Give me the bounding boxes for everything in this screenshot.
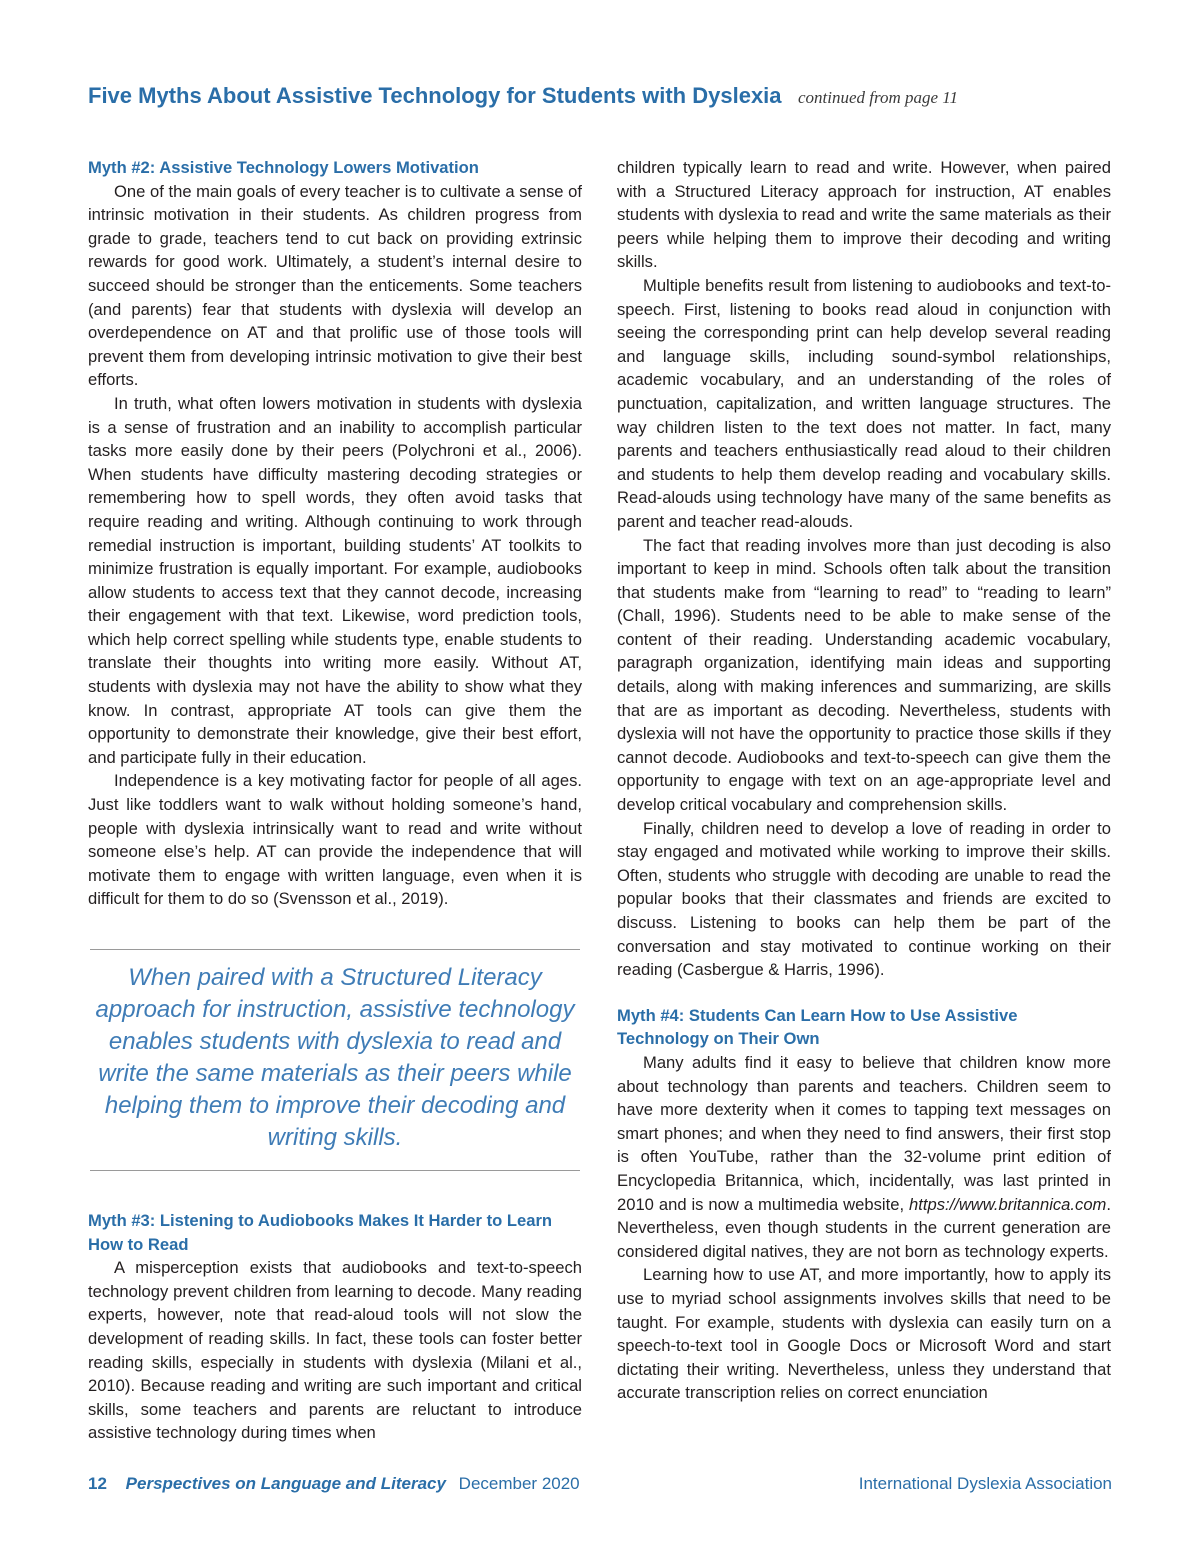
page-header: [88, 83, 1118, 109]
paragraph: A misperception exists that audiobooks and text-to-speech technology prevent children from learning to decode. Many reading experts, however, note that read-aloud tools will not slow the development of reading skills. In fact, these tools can foster better reading skills, especially in students with dyslexia (Milani et al., 2010). Because reading and writing are such important and critical skills, some teachers and parents are reluctant to introduce assistive technology during times when: [88, 1258, 582, 1443]
paragraph-continuation: children typically learn to read and write. However, when paired with a Structured Literacy approach for instruction, AT enables students with dyslexia to read and write the same materials as their peers while helping them to improve their decoding and writing skills.: [617, 158, 1111, 272]
page-footer: [88, 1474, 1112, 1494]
paragraph: [617, 1051, 1111, 1263]
organization-name: International Dyslexia Association: [858, 1474, 1112, 1493]
myth2-heading: Myth #2: Assistive Technology Lowers Motivation: [88, 158, 479, 177]
paragraph: One of the main goals of every teacher is to cultivate a sense of intrinsic motivation in their students. As children progress from grade to grade, teachers tend to cut back on providing extrinsic rewards for good work. Ultimately, a student’s internal desire to succeed should be stronger than the enticements. Some teachers (and parents) fear that students with dyslexia will develop an overdependence on AT and that prolific use of those tools will prevent them from developing intrinsic motivation to give their best efforts.: [88, 181, 582, 390]
journal-name: Perspectives on Language and Literacy: [125, 1474, 446, 1493]
pull-quote: When paired with a Structured Literacy approach for instruction, assistive technology enables students with dyslexia to read and write the same materials as their peers while helping them to improve their decoding and writing skills.: [90, 949, 580, 1171]
left-column: [88, 156, 582, 1445]
right-column: [617, 156, 1111, 1405]
paragraph: Finally, children need to develop a love of reading in order to stay engaged and motivated while working to improve their skills. Often, students who struggle with decoding are unable to read the popular books that their classmates and friends are excited to discuss. Listening to books can help them be part of the conversation and stay motivated to continue working on their reading (Casbergue & Harris, 1996).: [617, 818, 1111, 980]
continued-note: continued from page 11: [797, 88, 959, 107]
paragraph-text: Many adults find it easy to believe that children know more about technology than parents and teachers. Children seem to have more dexterity when it comes to tapping text messages on smart phones; and when they need to find answers, their first stop is often YouTube, rather than the 32-volume print edition of Encyclopedia Britannica, which, incidentally, was last printed in 2010 and is now a multimedia website,: [617, 1052, 1111, 1214]
myth3-heading: Myth #3: Listening to Audiobooks Makes It Harder to Learn How to Read: [88, 1211, 553, 1254]
article-title: Five Myths About Assistive Technology for Students with Dyslexia: [88, 83, 782, 108]
paragraph: Multiple benefits result from listening to audiobooks and text-to-speech. First, listening to books read aloud in conjunction with seeing the corresponding print can help develop several reading and language skills, including sound-symbol relationships, academic vocabulary, and an understanding of the roles of punctuation, capitalization, and written language structures. The way children listen to the text does not matter. In fact, many parents and teachers enthusiastically read aloud to their children and students to help them develop reading and vocabulary skills. Read-alouds using technology have many of the same benefits as parent and teacher read-alouds.: [617, 275, 1111, 531]
page-number: 12: [88, 1474, 107, 1493]
paragraph: The fact that reading involves more than just decoding is also important to keep in mind. Schools often talk about the transition that students make from “learning to read” to “reading to learn” (Chall, 1996). Students need to be able to make sense of the content of their reading. Understanding academic vocabulary, paragraph organization, identifying main ideas and supporting details, along with making inferences and summarizing, are skills that are as important as decoding. Nevertheless, students with dyslexia will not have the opportunity to practice those skills if they cannot decode. Audiobooks and text-to-speech can give them the opportunity to engage with text on an age-appropriate level and develop critical vocabulary and comprehension skills.: [617, 535, 1111, 815]
paragraph: In truth, what often lowers motivation in students with dyslexia is a sense of frustration and an inability to accomplish particular tasks more easily done by their peers (Polychroni et al., 2006). When students have difficulty mastering decoding strategies or remembering how to spell words, they often avoid tasks that require reading and writing. Although continuing to work through remedial instruction is important, building students’ AT toolkits to minimize frustration is equally important. For example, audiobooks allow students to access text that they cannot decode, increasing their engagement with that text. Likewise, word prediction tools, which help correct spelling while students type, enable students to translate their thoughts into writing more easily. Without AT, students with dyslexia may not have the ability to show what they know. In contrast, appropriate AT tools can give them the opportunity to demonstrate their knowledge, give their best effort, and participate fully in their education.: [88, 393, 582, 767]
paragraph-text: . Nevertheless, even though students in the current generation are considered digital natives, they are not born as technology experts.: [617, 1194, 1111, 1261]
myth4-heading: Myth #4: Students Can Learn How to Use Assistive Technology on Their Own: [617, 1005, 1018, 1049]
britannica-link[interactable]: https://www.britannica.com: [909, 1194, 1107, 1214]
paragraph: Learning how to use AT, and more importantly, how to apply its use to myriad school assignments involves skills that need to be taught. For example, students with dyslexia can easily turn on a speech-to-text tool in Google Docs or Microsoft Word and start dictating their writing. Nevertheless, unless they understand that accurate transcription relies on correct enunciation: [617, 1265, 1111, 1403]
issue-date: December 2020: [458, 1474, 580, 1493]
paragraph: Independence is a key motivating factor for people of all ages. Just like toddlers want to walk without holding someone’s hand, people with dyslexia intrinsically want to read and write without someone else’s help. AT can provide the independence that will motivate them to engage with written language, even when it is difficult for them to do so (Svensson et al., 2019).: [88, 771, 582, 909]
